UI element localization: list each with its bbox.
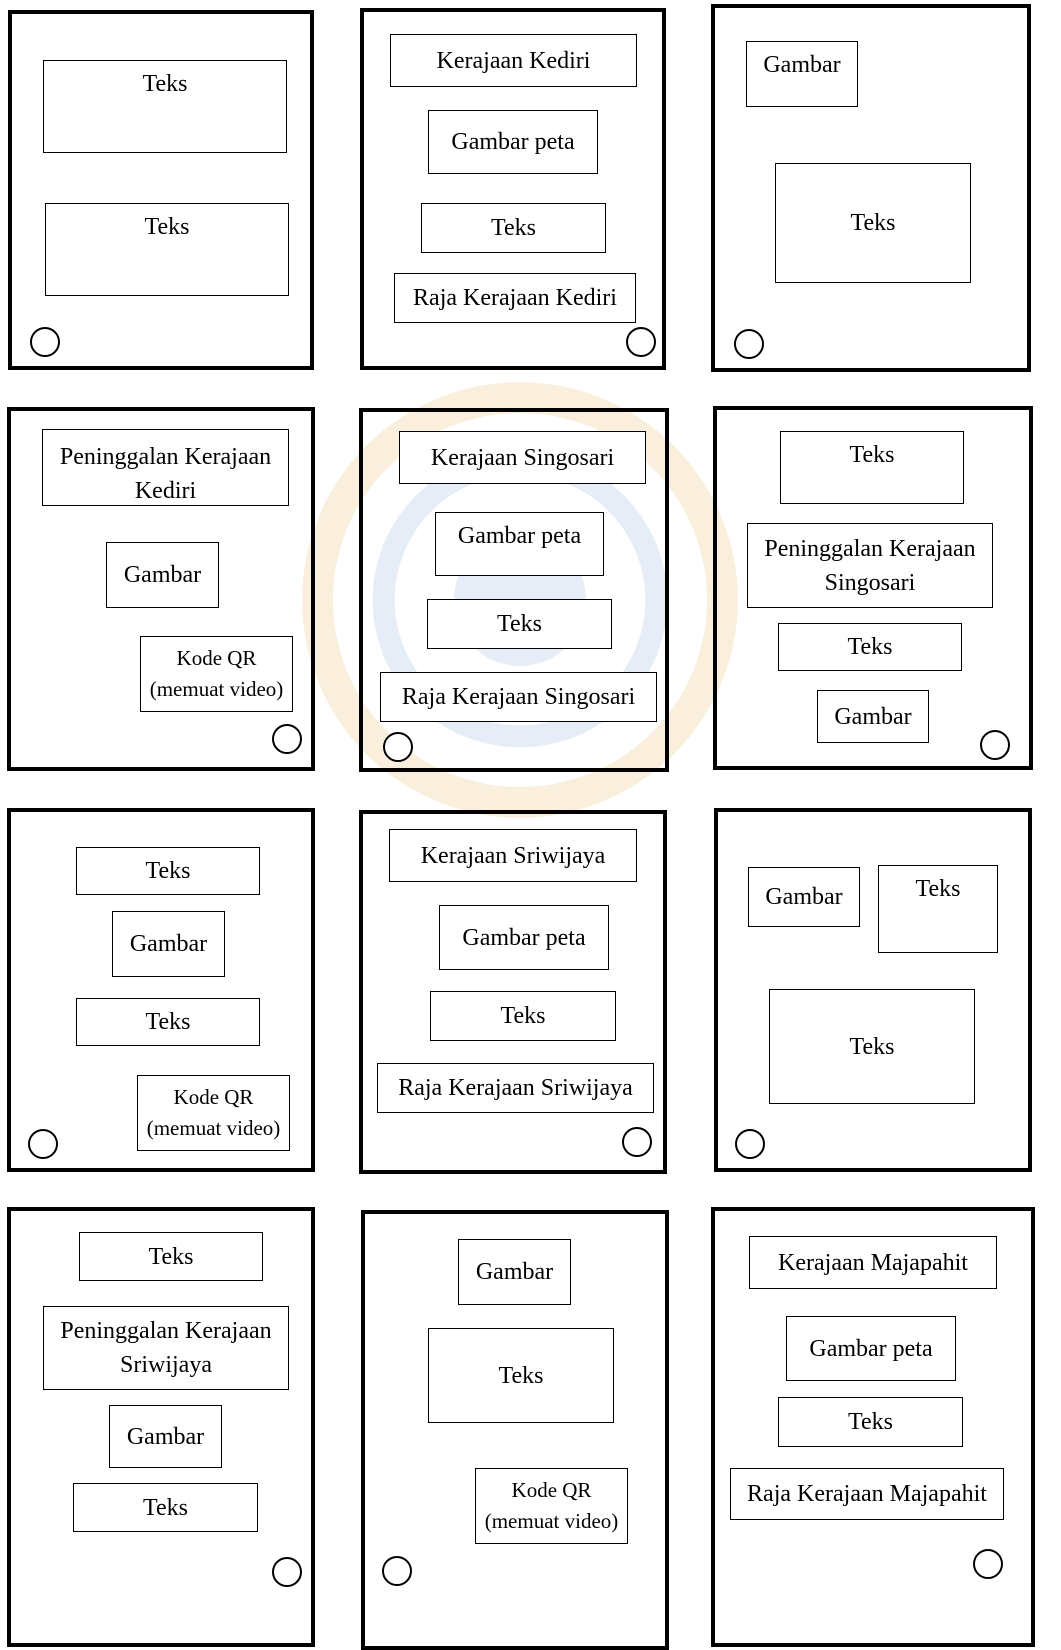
- image-box: Gambar: [106, 542, 219, 608]
- text-box: Teks: [780, 431, 964, 504]
- image-box: Gambar: [112, 911, 225, 977]
- map-image-box: Gambar peta: [428, 110, 598, 174]
- title-box: Kerajaan Sriwijaya: [389, 829, 637, 882]
- storyboard-page-12: [711, 1207, 1035, 1647]
- king-box: Raja Kerajaan Singosari: [380, 672, 657, 722]
- storyboard-page-11: [361, 1210, 669, 1650]
- page-marker-circle-icon: [973, 1549, 1003, 1579]
- page-marker-circle-icon: [980, 730, 1010, 760]
- heritage-title-box: Peninggalan Kerajaan Sriwijaya: [43, 1306, 289, 1390]
- map-image-box: Gambar peta: [439, 905, 609, 970]
- text-box: Teks: [45, 203, 289, 296]
- image-box: Gambar: [746, 41, 858, 107]
- text-box: Teks: [430, 991, 616, 1041]
- page-marker-circle-icon: [622, 1127, 652, 1157]
- storyboard-page-5: [359, 408, 669, 772]
- page-marker-circle-icon: [28, 1129, 58, 1159]
- storyboard-page-1: [8, 10, 314, 370]
- storyboard-page-8: [359, 810, 667, 1174]
- text-box: Teks: [427, 599, 612, 649]
- page-marker-circle-icon: [734, 329, 764, 359]
- text-box: Teks: [76, 847, 260, 895]
- title-box: Kerajaan Singosari: [399, 431, 646, 484]
- page-marker-circle-icon: [30, 327, 60, 357]
- king-box: Raja Kerajaan Sriwijaya: [377, 1063, 654, 1113]
- text-box: Teks: [778, 1397, 963, 1447]
- text-box: Teks: [778, 623, 962, 671]
- text-box: Teks: [878, 865, 998, 953]
- storyboard-page-9: [714, 808, 1032, 1172]
- text-box: Teks: [79, 1232, 263, 1281]
- page-marker-circle-icon: [272, 724, 302, 754]
- image-box: Gambar: [109, 1405, 222, 1468]
- image-box: Gambar: [458, 1239, 571, 1305]
- page-marker-circle-icon: [626, 327, 656, 357]
- qr-code-box: Kode QR (memuat video): [475, 1468, 628, 1544]
- storyboard-page-2: [360, 8, 666, 370]
- heritage-title-box: Peninggalan Kerajaan Kediri: [42, 429, 289, 506]
- image-box: Gambar: [817, 690, 929, 743]
- text-box: Teks: [43, 60, 287, 153]
- text-box: Teks: [421, 203, 606, 253]
- heritage-title-box: Peninggalan Kerajaan Singosari: [747, 523, 993, 608]
- page-marker-circle-icon: [735, 1129, 765, 1159]
- text-box: Teks: [76, 998, 260, 1046]
- king-box: Raja Kerajaan Majapahit: [730, 1468, 1004, 1520]
- text-box: Teks: [769, 989, 975, 1104]
- text-box: Teks: [73, 1483, 258, 1532]
- text-box: Teks: [775, 163, 971, 283]
- storyboard-page-4: [7, 407, 315, 771]
- king-box: Raja Kerajaan Kediri: [394, 273, 636, 323]
- image-box: Gambar: [748, 867, 860, 927]
- page-marker-circle-icon: [272, 1557, 302, 1587]
- storyboard-page-10: [7, 1207, 315, 1647]
- qr-code-box: Kode QR (memuat video): [137, 1075, 290, 1151]
- storyboard-page-6: [713, 406, 1033, 770]
- storyboard-page-3: [711, 4, 1031, 372]
- page-marker-circle-icon: [383, 732, 413, 762]
- map-image-box: Gambar peta: [435, 512, 604, 576]
- page-marker-circle-icon: [382, 1556, 412, 1586]
- title-box: Kerajaan Kediri: [390, 34, 637, 87]
- qr-code-box: Kode QR (memuat video): [140, 636, 293, 712]
- map-image-box: Gambar peta: [786, 1316, 956, 1381]
- storyboard-page-7: [7, 808, 315, 1172]
- title-box: Kerajaan Majapahit: [749, 1236, 997, 1289]
- text-box: Teks: [428, 1328, 614, 1423]
